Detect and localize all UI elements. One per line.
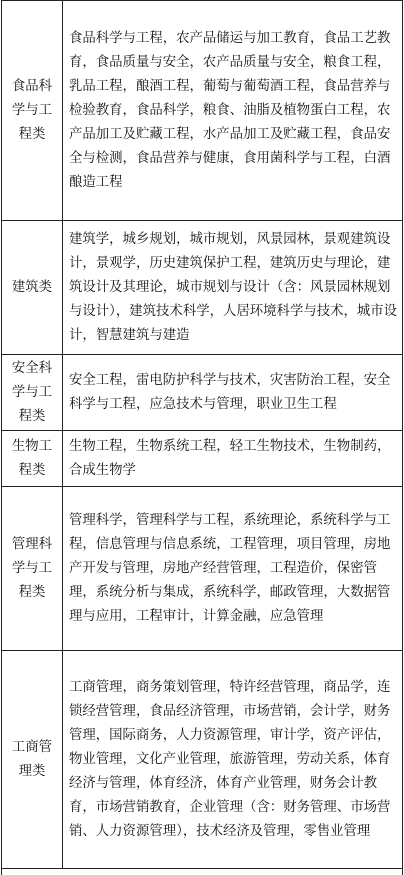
- category-cell: [2, 355, 63, 431]
- table-row: [2, 487, 403, 651]
- category-label: 食品科学与工程类: [11, 78, 53, 142]
- category-cell: [2, 431, 63, 487]
- table-continuation: [1, 869, 403, 875]
- table-row: [2, 431, 403, 487]
- majors-cell: 工商管理，商务策划管理，特许经营管理，商品学，连锁经营管理，食品经济管理，市场营销，会计学，财务管理，国际商务，人力资源管理，审计学，资产评估，物业管理，文化产业管理，旅游管理，劳动关系，体育经济与管理，体育经济，体育产业管理，财务会计教育，市场营销教育，企业管理（含：财务管理、市场营销、人力资源管理），技术经济及管理，零售业管理: [63, 651, 403, 869]
- category-cell: [2, 1, 63, 221]
- majors-cell: 建筑学，城乡规划，城市规划，风景园林，景观建筑设计，景观学，历史建筑保护工程，建筑历史与理论，建筑设计及其理论，城市规划与设计（含：风景园林规划与设计），建筑技术科学，人居环境科学与技术，城市设计，智慧建筑与建造: [63, 221, 403, 355]
- category-label: 安全科学与工程类: [11, 360, 53, 424]
- table-row: [2, 221, 403, 355]
- table-row: [2, 651, 403, 869]
- majors-cell: 管理科学，管理科学与工程，系统理论，系统科学与工程，信息管理与信息系统，工程管理，项目管理，房地产开发与管理，房地产经营管理，工程造价，保密管理，系统分析与集成，系统科学，邮政管理，大数据管理与应用，工程审计，计算金融，应急管理: [63, 487, 403, 651]
- category-label: 管理科学与工程类: [11, 536, 53, 600]
- majors-cell: 食品科学与工程，农产品储运与加工教育，食品工艺教育，食品质量与安全，农产品质量与安全，粮食工程，乳品工程，酿酒工程，葡萄与葡萄酒工程，食品营养与检验教育，食品科学，粮食、油脂及植物蛋白工程，农产品加工及贮藏工程，水产品加工及贮藏工程，食品安全与检测，食品营养与健康，食用菌科学与工程，白酒酿造工程: [63, 1, 403, 221]
- major-category-table: [1, 0, 403, 869]
- table-row: [2, 355, 403, 431]
- category-cell: [2, 221, 63, 355]
- category-cell: [2, 487, 63, 651]
- category-cell: [2, 651, 63, 869]
- majors-cell: 安全工程，雷电防护科学与技术，灾害防治工程，安全科学与工程，应急技术与管理，职业卫生工程: [63, 355, 403, 431]
- category-label: 建筑类: [11, 279, 53, 295]
- category-label: 工商管理类: [11, 739, 53, 779]
- category-label: 生物工程类: [11, 438, 53, 478]
- table-row: [2, 1, 403, 221]
- majors-cell: 生物工程，生物系统工程，轻工生物技术，生物制药，合成生物学: [63, 431, 403, 487]
